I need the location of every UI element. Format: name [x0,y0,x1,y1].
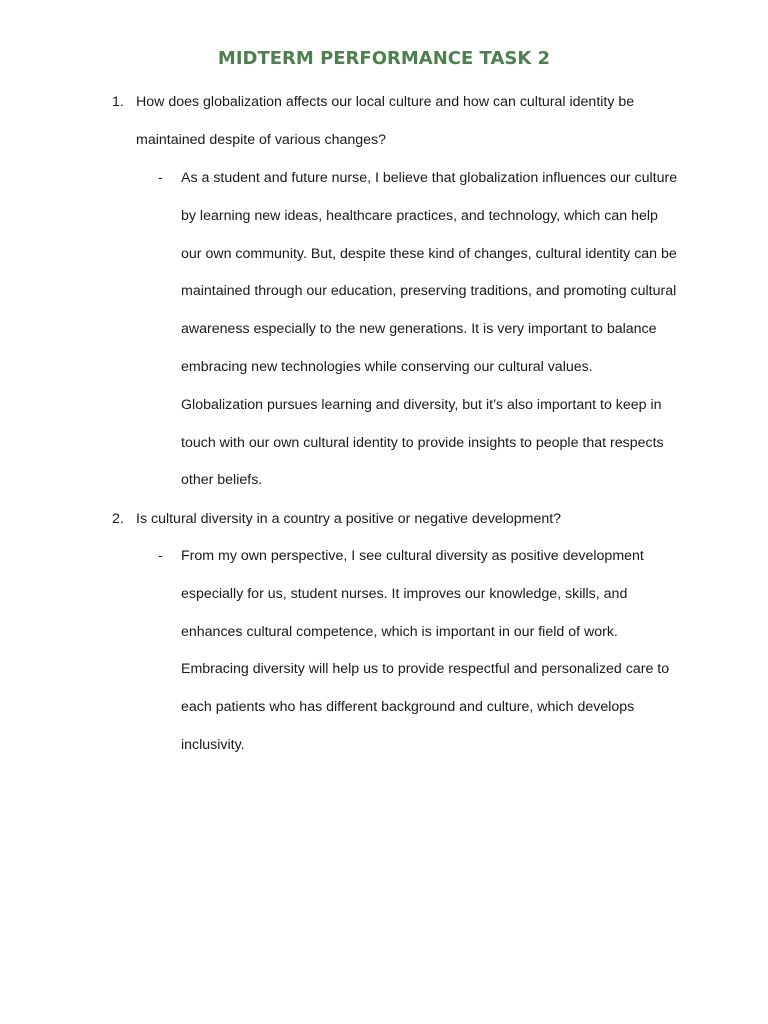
question-1 [112,84,672,160]
answer-1 [158,160,678,500]
bullet-dash: - [158,548,163,564]
question-number: 1. [112,94,124,110]
question-2 [112,501,672,539]
answer-2 [158,538,678,765]
question-number: 2. [112,511,124,527]
answer-text: From my own perspective, I see cultural diversity as positive development especially for us, student nurses. It improves our knowledge, skills, and enhances cultural competence, which is important in our field of work. Embracing diversity will help us to provide respectful and personalized care to each patients who has different background and culture, which develops inclusivity. [181,548,670,753]
bullet-dash: - [158,170,163,186]
question-text: How does globalization affects our local culture and how can cultural identity be maintained despite of various changes? [136,94,635,148]
document-title: MIDTERM PERFORMANCE TASK 2 [217,48,551,69]
question-text: Is cultural diversity in a country a positive or negative development? [136,511,562,527]
answer-text: As a student and future nurse, I believe that globalization influences our culture by learning new ideas, healthcare practices, and technology, which can help our own community. But, despite these kind of changes, cultural identity can be maintained through our education, preserving traditions, and promoting cultural awareness especially to the new generations. It is very important to balance embracing new technologies while conserving our cultural values. Globalization pursues learning and diversity, but it’s also important to keep in touch with our own cultural identity to provide insights to people that respects other beliefs. [181,170,678,489]
